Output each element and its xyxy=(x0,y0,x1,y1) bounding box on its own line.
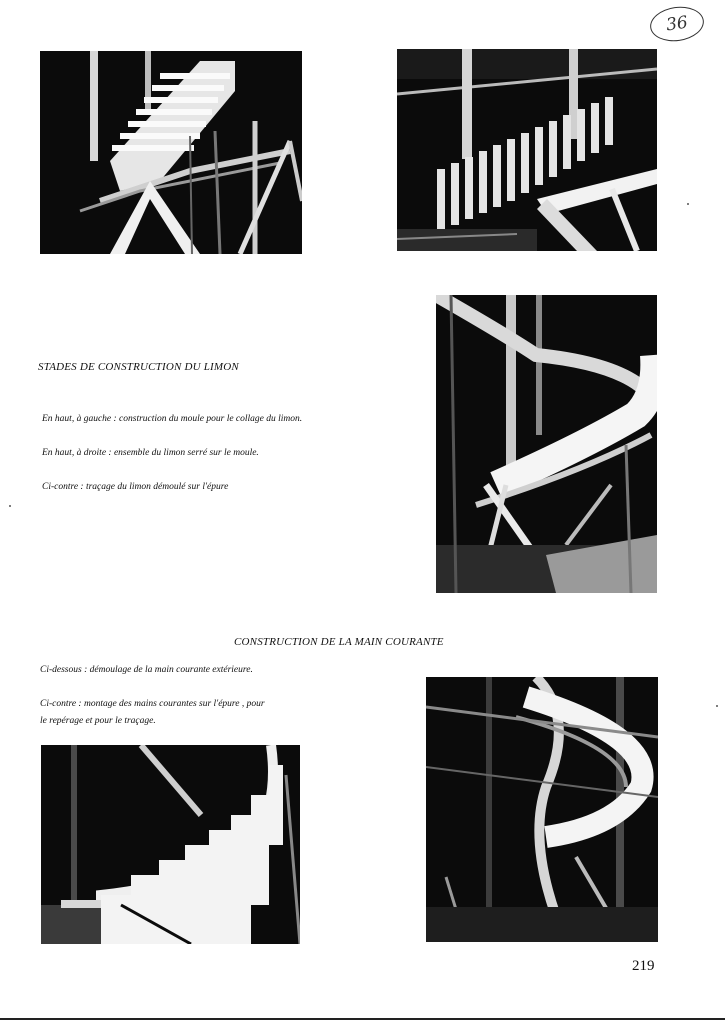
scan-speck xyxy=(716,705,718,707)
section-title-main-courante: CONSTRUCTION DE LA MAIN COURANTE xyxy=(234,636,444,648)
caption-main-courante-2: Ci-contre : montage des mains courantes sur l'épure , pour xyxy=(40,699,265,709)
caption-limon-1: En haut, à gauche : construction du moule pour le collage du limon. xyxy=(42,414,303,424)
caption-limon-3: Ci-contre : traçage du limon démoulé sur l'épure xyxy=(42,482,229,492)
section-title-limon: STADES DE CONSTRUCTION DU LIMON xyxy=(38,361,239,373)
scan-speck xyxy=(9,505,11,507)
caption-limon-2: En haut, à droite : ensemble du limon serré sur le moule. xyxy=(42,448,259,458)
photo-top-right xyxy=(397,49,657,251)
photo-bottom-left xyxy=(41,745,300,944)
photo-middle-right xyxy=(436,295,657,593)
photo-bottom-right xyxy=(426,677,658,942)
photo-top-left xyxy=(40,51,302,254)
caption-main-courante-3: le repérage et pour le traçage. xyxy=(40,716,156,726)
scan-speck xyxy=(687,203,689,205)
handwritten-page-number: 36 xyxy=(648,3,706,44)
bottom-rule xyxy=(0,1018,725,1020)
page-number: 219 xyxy=(632,958,655,974)
caption-main-courante-1: Ci-dessous : démoulage de la main courante extérieure. xyxy=(40,665,253,675)
